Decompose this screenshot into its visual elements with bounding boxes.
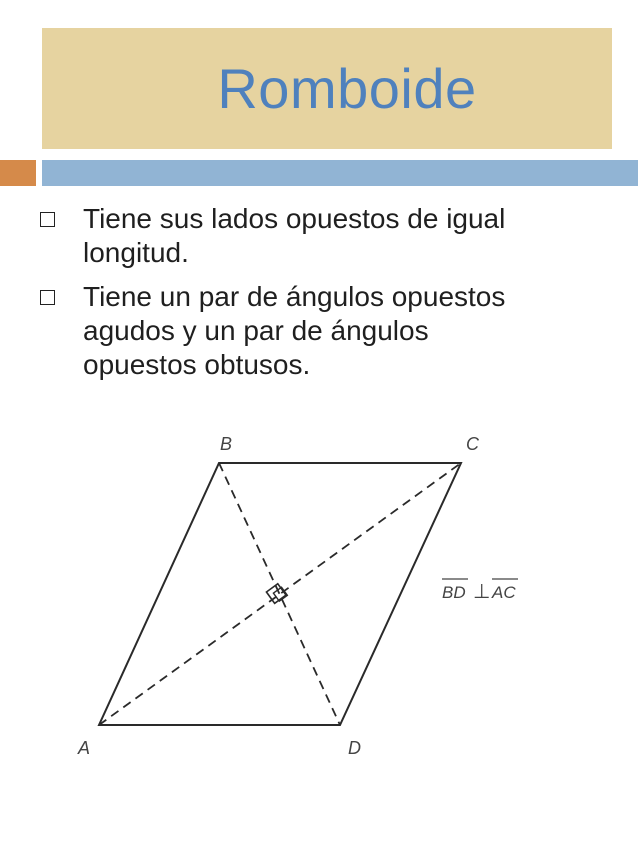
vertex-d-label: D [348,738,361,758]
vertex-c-label: C [466,434,479,454]
vertex-a-label: A [78,738,91,758]
diagonal-ac-label: AC [492,583,516,602]
bullet-item [40,280,620,382]
bullet-line: agudos y un par de ángulos [83,315,429,346]
bullet-line: Tiene sus lados opuestos de igual [83,203,506,234]
bullet-line: Tiene un par de ángulos opuestos [83,281,506,312]
perpendicular-symbol: ⊥ [473,581,491,603]
rhomboid-figure [68,428,538,773]
rhomboid-diagram [68,428,538,773]
vertex-b-label: B [220,434,233,454]
bullet-line: opuestos obtusos. [83,349,311,380]
title-banner [42,28,612,149]
square-bullet-icon [40,212,55,227]
diagonal-bd-line [219,463,340,725]
diagonal-bd-label: BD [442,583,466,602]
square-bullet-icon [40,290,55,305]
diagonal-ac-line [99,463,461,725]
accent-bar-orange [0,160,36,186]
bullet-item [40,202,620,270]
bullet-list [40,202,620,392]
accent-bar-blue [42,160,638,186]
slide-title: Romboide [217,57,477,120]
bullet-line: longitud. [83,237,189,268]
